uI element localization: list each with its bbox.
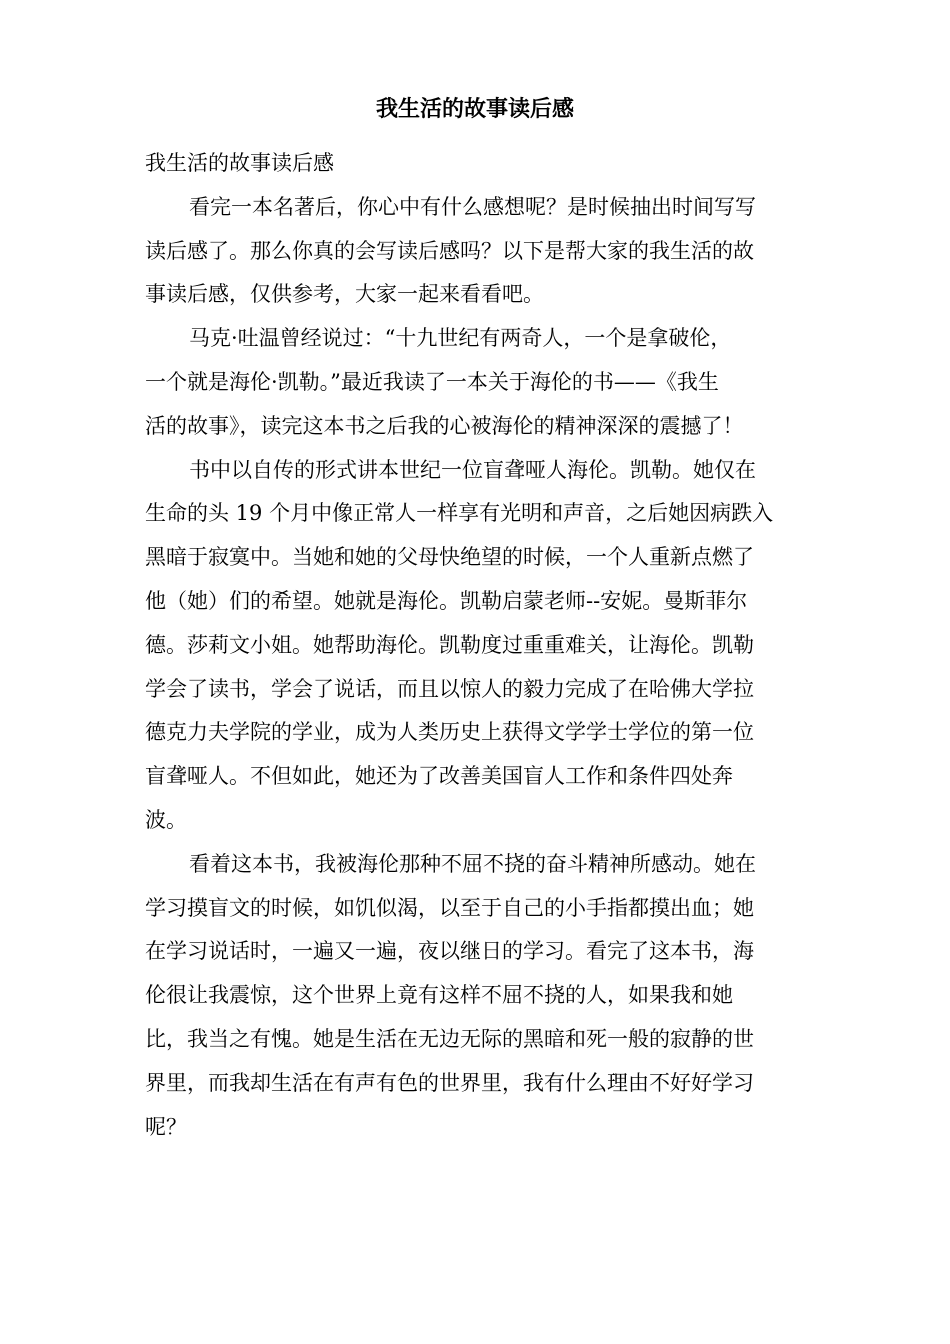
paragraph-line: 生命的头 19 个月中像正常人一样享有光明和声音，之后她因病跌入 <box>145 501 774 526</box>
paragraph-line: 书中以自传的形式讲本世纪一位盲聋哑人海伦。凯勒。她仅在 <box>189 457 756 482</box>
paragraph-line: 马克·吐温曾经说过：“十九世纪有两奇人，一个是拿破伦， <box>189 326 732 351</box>
document-title: 我生活的故事读后感 <box>375 96 574 122</box>
paragraph-line: 事读后感，仅供参考，大家一起来看看吧。 <box>145 282 544 307</box>
document-subtitle: 我生活的故事读后感 <box>145 151 334 175</box>
paragraph-line: 他（她）们的希望。她就是海伦。凯勒启蒙老师--安妮。曼斯菲尔 <box>145 588 748 613</box>
paragraph-line: 看完一本名著后，你心中有什么感想呢？是时候抽出时间写写 <box>189 194 756 219</box>
paragraph-line: 波。 <box>145 807 187 832</box>
document-body <box>145 142 815 1149</box>
paragraph-line: 伦很让我震惊，这个世界上竟有这样不屈不挠的人，如果我和她 <box>145 983 733 1008</box>
paragraph-line: 呢？ <box>145 1114 187 1139</box>
paragraph-line: 读后感了。那么你真的会写读后感吗？以下是帮大家的我生活的故 <box>145 238 754 263</box>
paragraph-line: 一个就是海伦·凯勒。”最近我读了一本关于海伦的书——《我生 <box>145 369 719 394</box>
paragraph-line: 黑暗于寂寞中。当她和她的父母快绝望的时候，一个人重新点燃了 <box>145 545 754 570</box>
paragraph-line: 学会了读书，学会了说话，而且以惊人的毅力完成了在哈佛大学拉 <box>145 676 754 701</box>
paragraph-line: 盲聋哑人。不但如此，她还为了改善美国盲人工作和条件四处奔 <box>145 764 733 789</box>
paragraph-line: 看着这本书，我被海伦那种不屈不挠的奋斗精神所感动。她在 <box>189 851 756 876</box>
paragraph-line: 比，我当之有愧。她是生活在无边无际的黑暗和死一般的寂静的世 <box>145 1026 754 1051</box>
paragraph-line: 学习摸盲文的时候，如饥似渴，以至于自己的小手指都摸出血；她 <box>145 895 754 920</box>
paragraph-line: 活的故事》，读完这本书之后我的心被海伦的精神深深的震撼了！ <box>145 413 744 438</box>
paragraph-line: 德克力夫学院的学业，成为人类历史上获得文学学士学位的第一位 <box>145 720 754 745</box>
paragraph-line: 界里，而我却生活在有声有色的世界里，我有什么理由不好好学习 <box>145 1070 754 1095</box>
paragraph-line: 在学习说话时，一遍又一遍，夜以继日的学习。看完了这本书，海 <box>145 939 754 964</box>
paragraph-line: 德。莎莉文小姐。她帮助海伦。凯勒度过重重难关，让海伦。凯勒 <box>145 632 754 657</box>
